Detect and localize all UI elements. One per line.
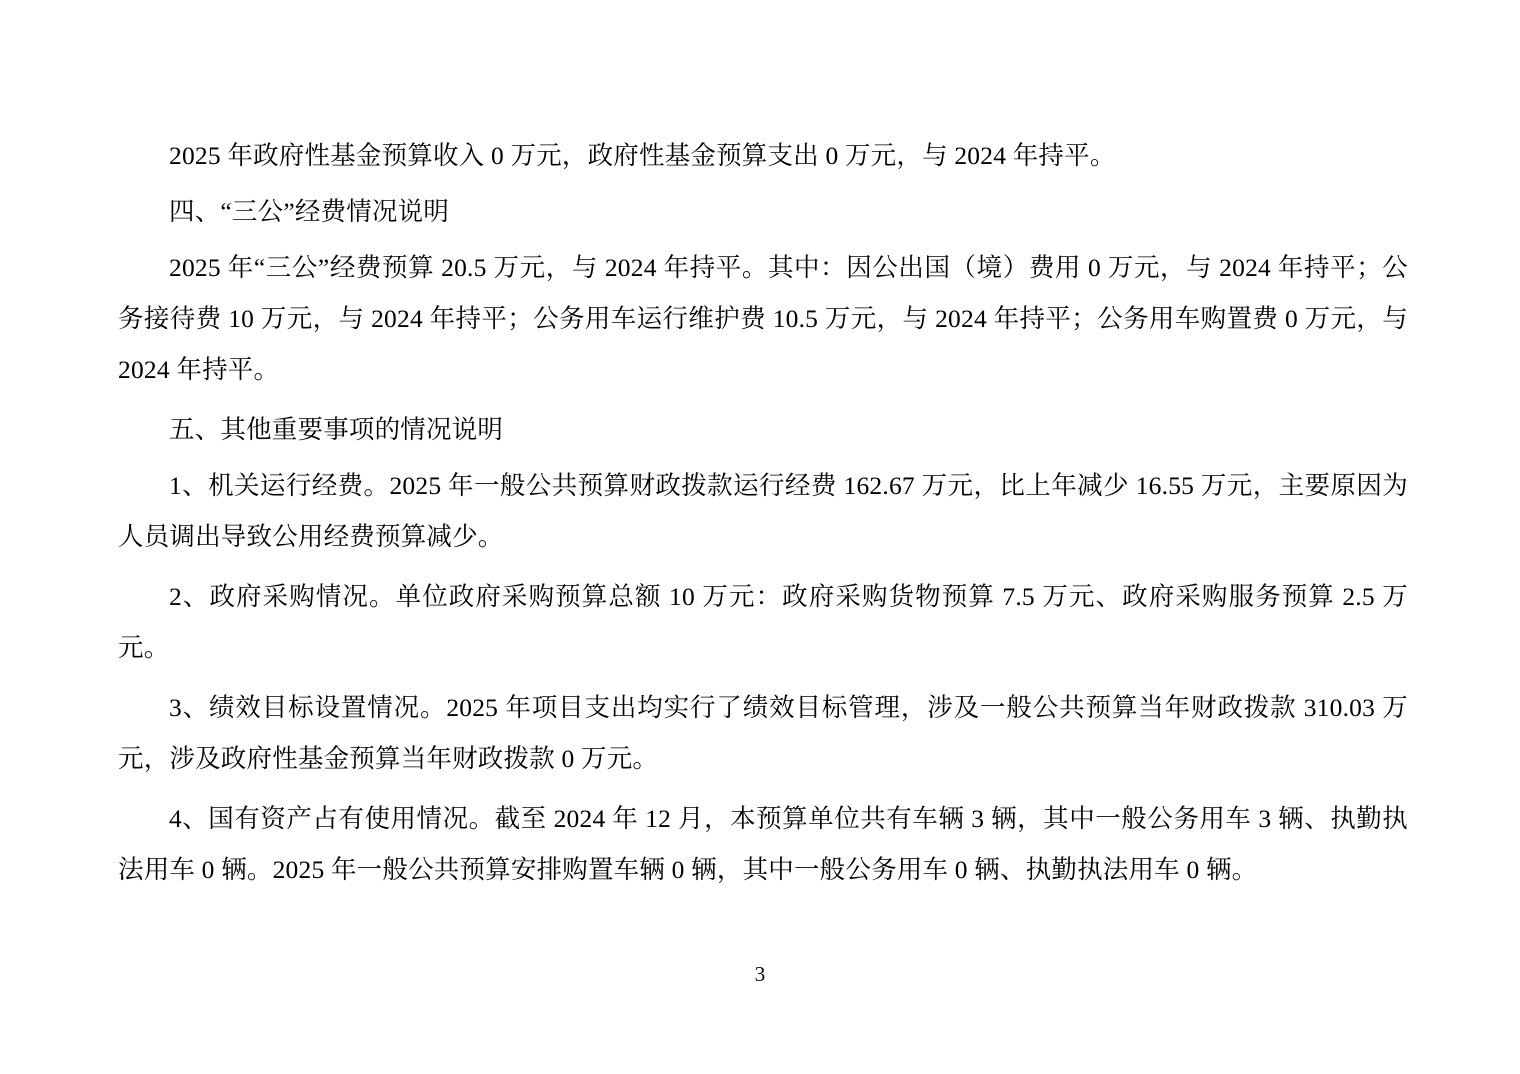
document-body [118,130,1408,904]
paragraph-item-2-government-procurement: 2、政府采购情况。单位政府采购预算总额 10 万元：政府采购货物预算 7.5 万元、政府采购服务预算 2.5 万元。 [118,582,1408,662]
heading-section-five: 五、其他重要事项的情况说明 [169,415,504,444]
paragraph-three-public-expenses: 2025 年“三公”经费预算 20.5 万元，与 2024 年持平。其中：因公出国（境）费用 0 万元，与 2024 年持平；公务接待费 10 万元，与 2024 年持平；公务用车运行维护费 10.5 万元，与 2024 年持平；公务用车购置费 0 万元，与 2024 年持平。 [118,253,1408,384]
paragraph-government-fund-budget: 2025 年政府性基金预算收入 0 万元，政府性基金预算支出 0 万元，与 2024 年持平。 [169,141,1116,170]
paragraph-item-4-state-assets: 4、国有资产占有使用情况。截至 2024 年 12 月，本预算单位共有车辆 3 辆，其中一般公务用车 3 辆、执勤执法用车 0 辆。2025 年一般公共预算安排购置车辆 0 辆，其中一般公务用车 0 辆、执勤执法用车 0 辆。 [118,804,1408,884]
heading-section-four: 四、“三公”经费情况说明 [169,197,450,226]
page-number: 3 [754,962,766,986]
paragraph-item-1-operating-expenses: 1、机关运行经费。2025 年一般公共预算财政拨款运行经费 162.67 万元，比上年减少 16.55 万元，主要原因为人员调出导致公用经费预算减少。 [118,471,1408,551]
paragraph-item-3-performance-targets: 3、绩效目标设置情况。2025 年项目支出均实行了绩效目标管理，涉及一般公共预算当年财政拨款 310.03 万元，涉及政府性基金预算当年财政拨款 0 万元。 [118,693,1408,773]
